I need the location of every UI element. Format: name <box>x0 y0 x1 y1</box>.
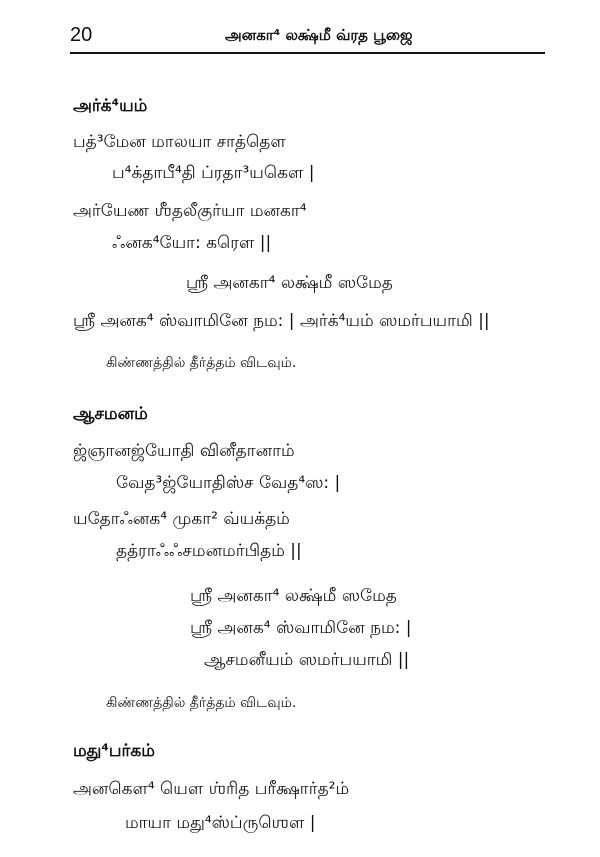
page-header <box>70 24 545 54</box>
verse-line: வேத³ஜ்யோதிஸ்ச வேத⁴ஸ: | <box>116 473 341 493</box>
instruction-note: கிண்ணத்தில் தீர்த்தம் விடவும். <box>106 355 297 371</box>
invocation-line: ஸ்ரீ அனகா⁴ லக்ஷ்மீ ஸமேத <box>186 273 393 293</box>
invocation-line: ஸ்ரீ அனகா⁴ லக்ஷ்மீ ஸமேத <box>190 586 397 606</box>
instruction-note: கிண்ணத்தில் தீர்த்தம் விடவும். <box>106 695 297 711</box>
verse-line: அனகௌ⁴ யௌ ஶ்ரித பரீக்ஷார்த²ம் <box>73 779 350 799</box>
verse-line: தத்ராஃஃசமனமர்பிதம் || <box>116 541 302 561</box>
page-number: 20 <box>70 24 93 46</box>
header-rule <box>70 52 545 54</box>
section-heading-achamanam: ஆசமனம் <box>73 404 148 424</box>
verse-line: ஜ்ஞானஜ்யோதி வினீதானாம் <box>73 441 295 461</box>
verse-line: யதோஃனக⁴ முகா² வ்யக்தம் <box>73 509 290 529</box>
invocation-line: ஸ்ரீ அனக⁴ ஸ்வாமினே நம: | <box>190 618 412 638</box>
verse-line: ப⁴க்தாபீ⁴தி ப்ரதா³யகௌ | <box>112 163 315 183</box>
verse-line: அர்யேண ஶீதலீகுர்யா மனகா⁴ <box>73 201 307 221</box>
section-heading-arghyam: அர்க்⁴யம் <box>73 96 148 116</box>
invocation-line: ஸ்ரீ அனக⁴ ஸ்வாமினே நம: | அர்க்⁴யம் ஸமர்பயாமி || <box>73 311 490 331</box>
running-title: அனகா⁴ லக்ஷ்மீ வ்ரத பூஜை <box>225 26 413 44</box>
verse-line: ஃனக⁴யோ: கரௌ || <box>112 233 272 253</box>
verse-line: பத்³மேன மாலயா சாத்தௌ <box>73 132 286 152</box>
section-heading-madhuparkam: மது⁴பர்கம் <box>73 741 155 761</box>
invocation-line: ஆசமனீயம் ஸமர்பயாமி || <box>204 650 410 670</box>
verse-line: மாயா மது⁴ஸ்ப்ருஶௌ | <box>125 813 316 833</box>
